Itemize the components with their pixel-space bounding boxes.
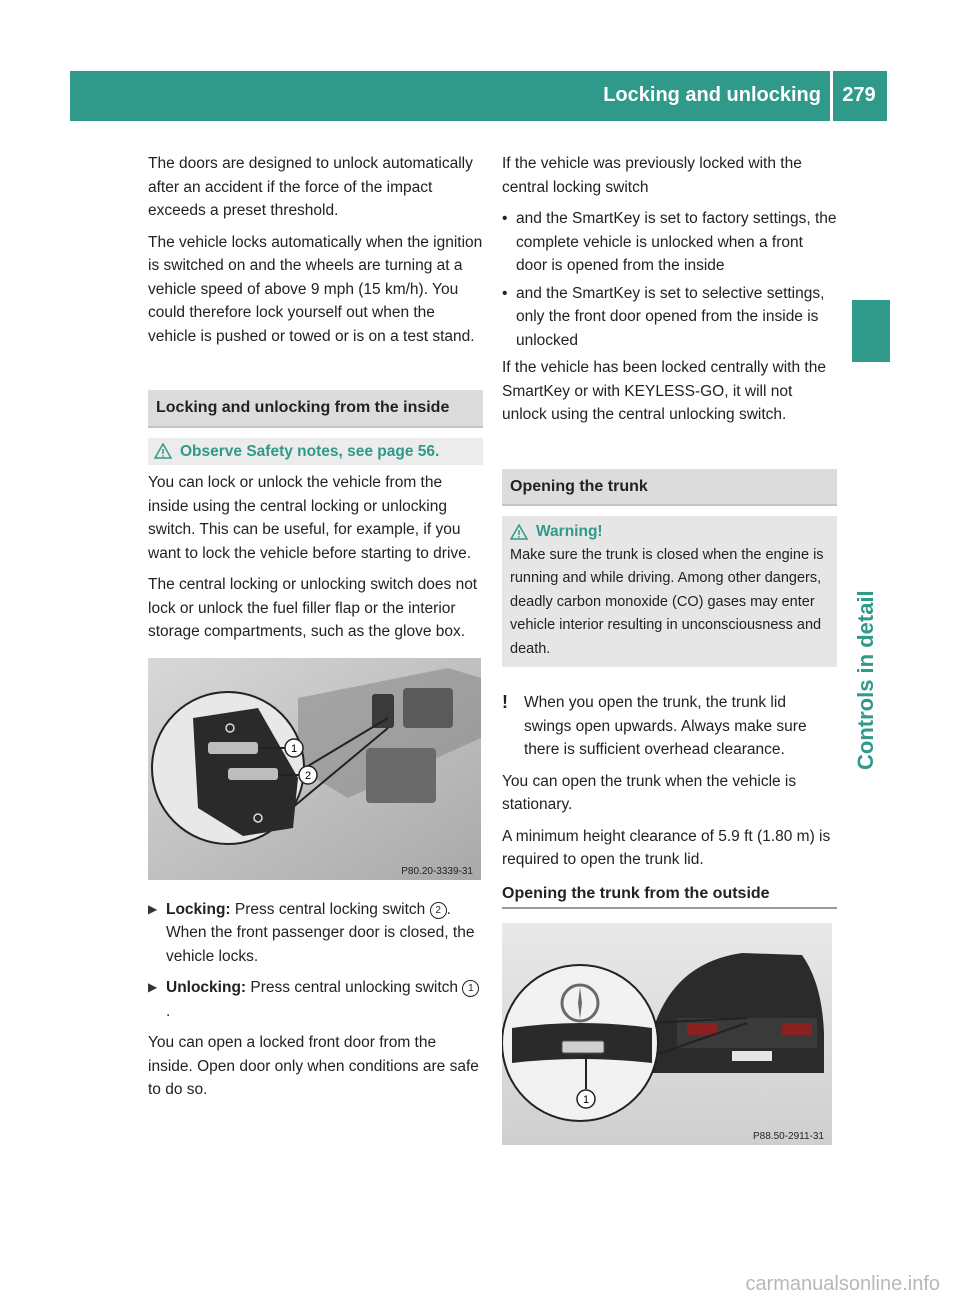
safety-note [148,438,483,466]
safety-note-text: Observe Safety notes, see page 56. [180,442,440,460]
figure-code: P88.50-2911-31 [753,1131,824,1142]
section-heading: Locking and unlocking from the inside [148,390,483,428]
paragraph: You can open the trunk when the vehicle is stationary. [502,772,797,813]
paragraph: If the vehicle was previously locked with the central locking switch [502,155,802,196]
warning-text: Make sure the trunk is closed when the engine is running and while driving. Among other dangers, deadly carbon monoxide (CO) gases may enter vehicle interior resulting in unconsciousness and death. [510,546,824,657]
watermark: carmanualsonline.info [745,1272,940,1295]
paragraph: You can open a locked front door from the inside. Open door only when conditions are safe to do so. [148,1034,479,1098]
bullet-icon: • [502,284,508,302]
arrow-icon: ▶ [148,901,158,916]
paragraph: If the vehicle has been locked centrally with the SmartKey or with KEYLESS-GO, it will not unlock using the central unlocking switch. [502,359,826,423]
arrow-icon: ▶ [148,980,158,994]
list-item-text: and the SmartKey is set to selective settings, only the front door opened from the inside is unlocked [516,284,825,349]
right-column [502,152,837,1145]
step-text-end: . When the front passenger door is closed, the vehicle locks. [166,900,475,965]
step-text: Press central unlocking switch [250,979,459,996]
paragraph: You can lock or unlock the vehicle from the inside using the central locking or unlocking switch. This can be useful, for example, if you want to lock the vehicle before starting to drive. [148,474,472,562]
header-divider [830,71,833,121]
notice [502,691,837,762]
figure-callout-1: 1 [290,742,298,755]
trunk-illustration [502,923,832,1145]
notice-text: When you open the trunk, the trunk lid swings open upwards. Always make sure there is sufficient overhead clearance. [524,694,807,758]
paragraph: The vehicle locks automatically when the ignition is switched on and the wheels are turning at a vehicle speed of above 9 mph (15 km/h). You could therefore lock yourself out when the vehicle is pushed or towed or is on a test stand. [148,233,483,345]
instruction-step [148,898,483,969]
figure-callout-1: 1 [582,1094,590,1106]
paragraph: A minimum height clearance of 5.9 ft (1.80 m) is required to open the trunk lid. [502,827,831,868]
callout-ref: 2 [430,902,447,919]
left-column [148,152,483,1110]
trunk-figure [502,923,832,1145]
step-text: Press central locking switch [234,900,426,918]
page-number: 279 [842,84,876,106]
chapter-title: Locking and unlocking [603,84,821,106]
callout-ref: 1 [462,980,479,997]
warning-title-text: Warning! [536,523,603,540]
step-text-end: . [166,1002,171,1020]
side-tab-label: Controls in detail [853,590,878,770]
list-item-text: and the SmartKey is set to factory settings, the complete vehicle is unlocked when a front door is opened from the inside [516,210,837,274]
warning-triangle-icon [154,443,172,459]
bullet-icon: • [502,210,508,227]
list-item [502,207,837,278]
side-tab-marker [852,300,890,362]
figure-callout-2: 2 [304,769,312,782]
figure-code: P80.20-3339-31 [401,865,473,877]
section-heading: Opening the trunk [502,469,837,507]
warning-title [510,520,829,544]
door-switch-figure [148,658,481,880]
step-label: Unlocking: [166,979,247,996]
door-switch-illustration [148,658,481,880]
page-header [70,71,887,121]
subheading: Opening the trunk from the outside [502,882,837,910]
warning-box [502,516,837,667]
step-label: Locking: [166,900,231,918]
instruction-step [148,976,483,1023]
paragraph: The central locking or unlocking switch does not lock or unlock the fuel filler flap or the interior storage compartments, such as the glove box. [148,576,478,640]
list-item [502,282,837,353]
exclamation-icon: ! [502,692,508,712]
paragraph: The doors are designed to unlock automatically after an accident if the force of the impact exceeds a preset threshold. [148,155,473,219]
warning-triangle-icon [510,524,528,540]
